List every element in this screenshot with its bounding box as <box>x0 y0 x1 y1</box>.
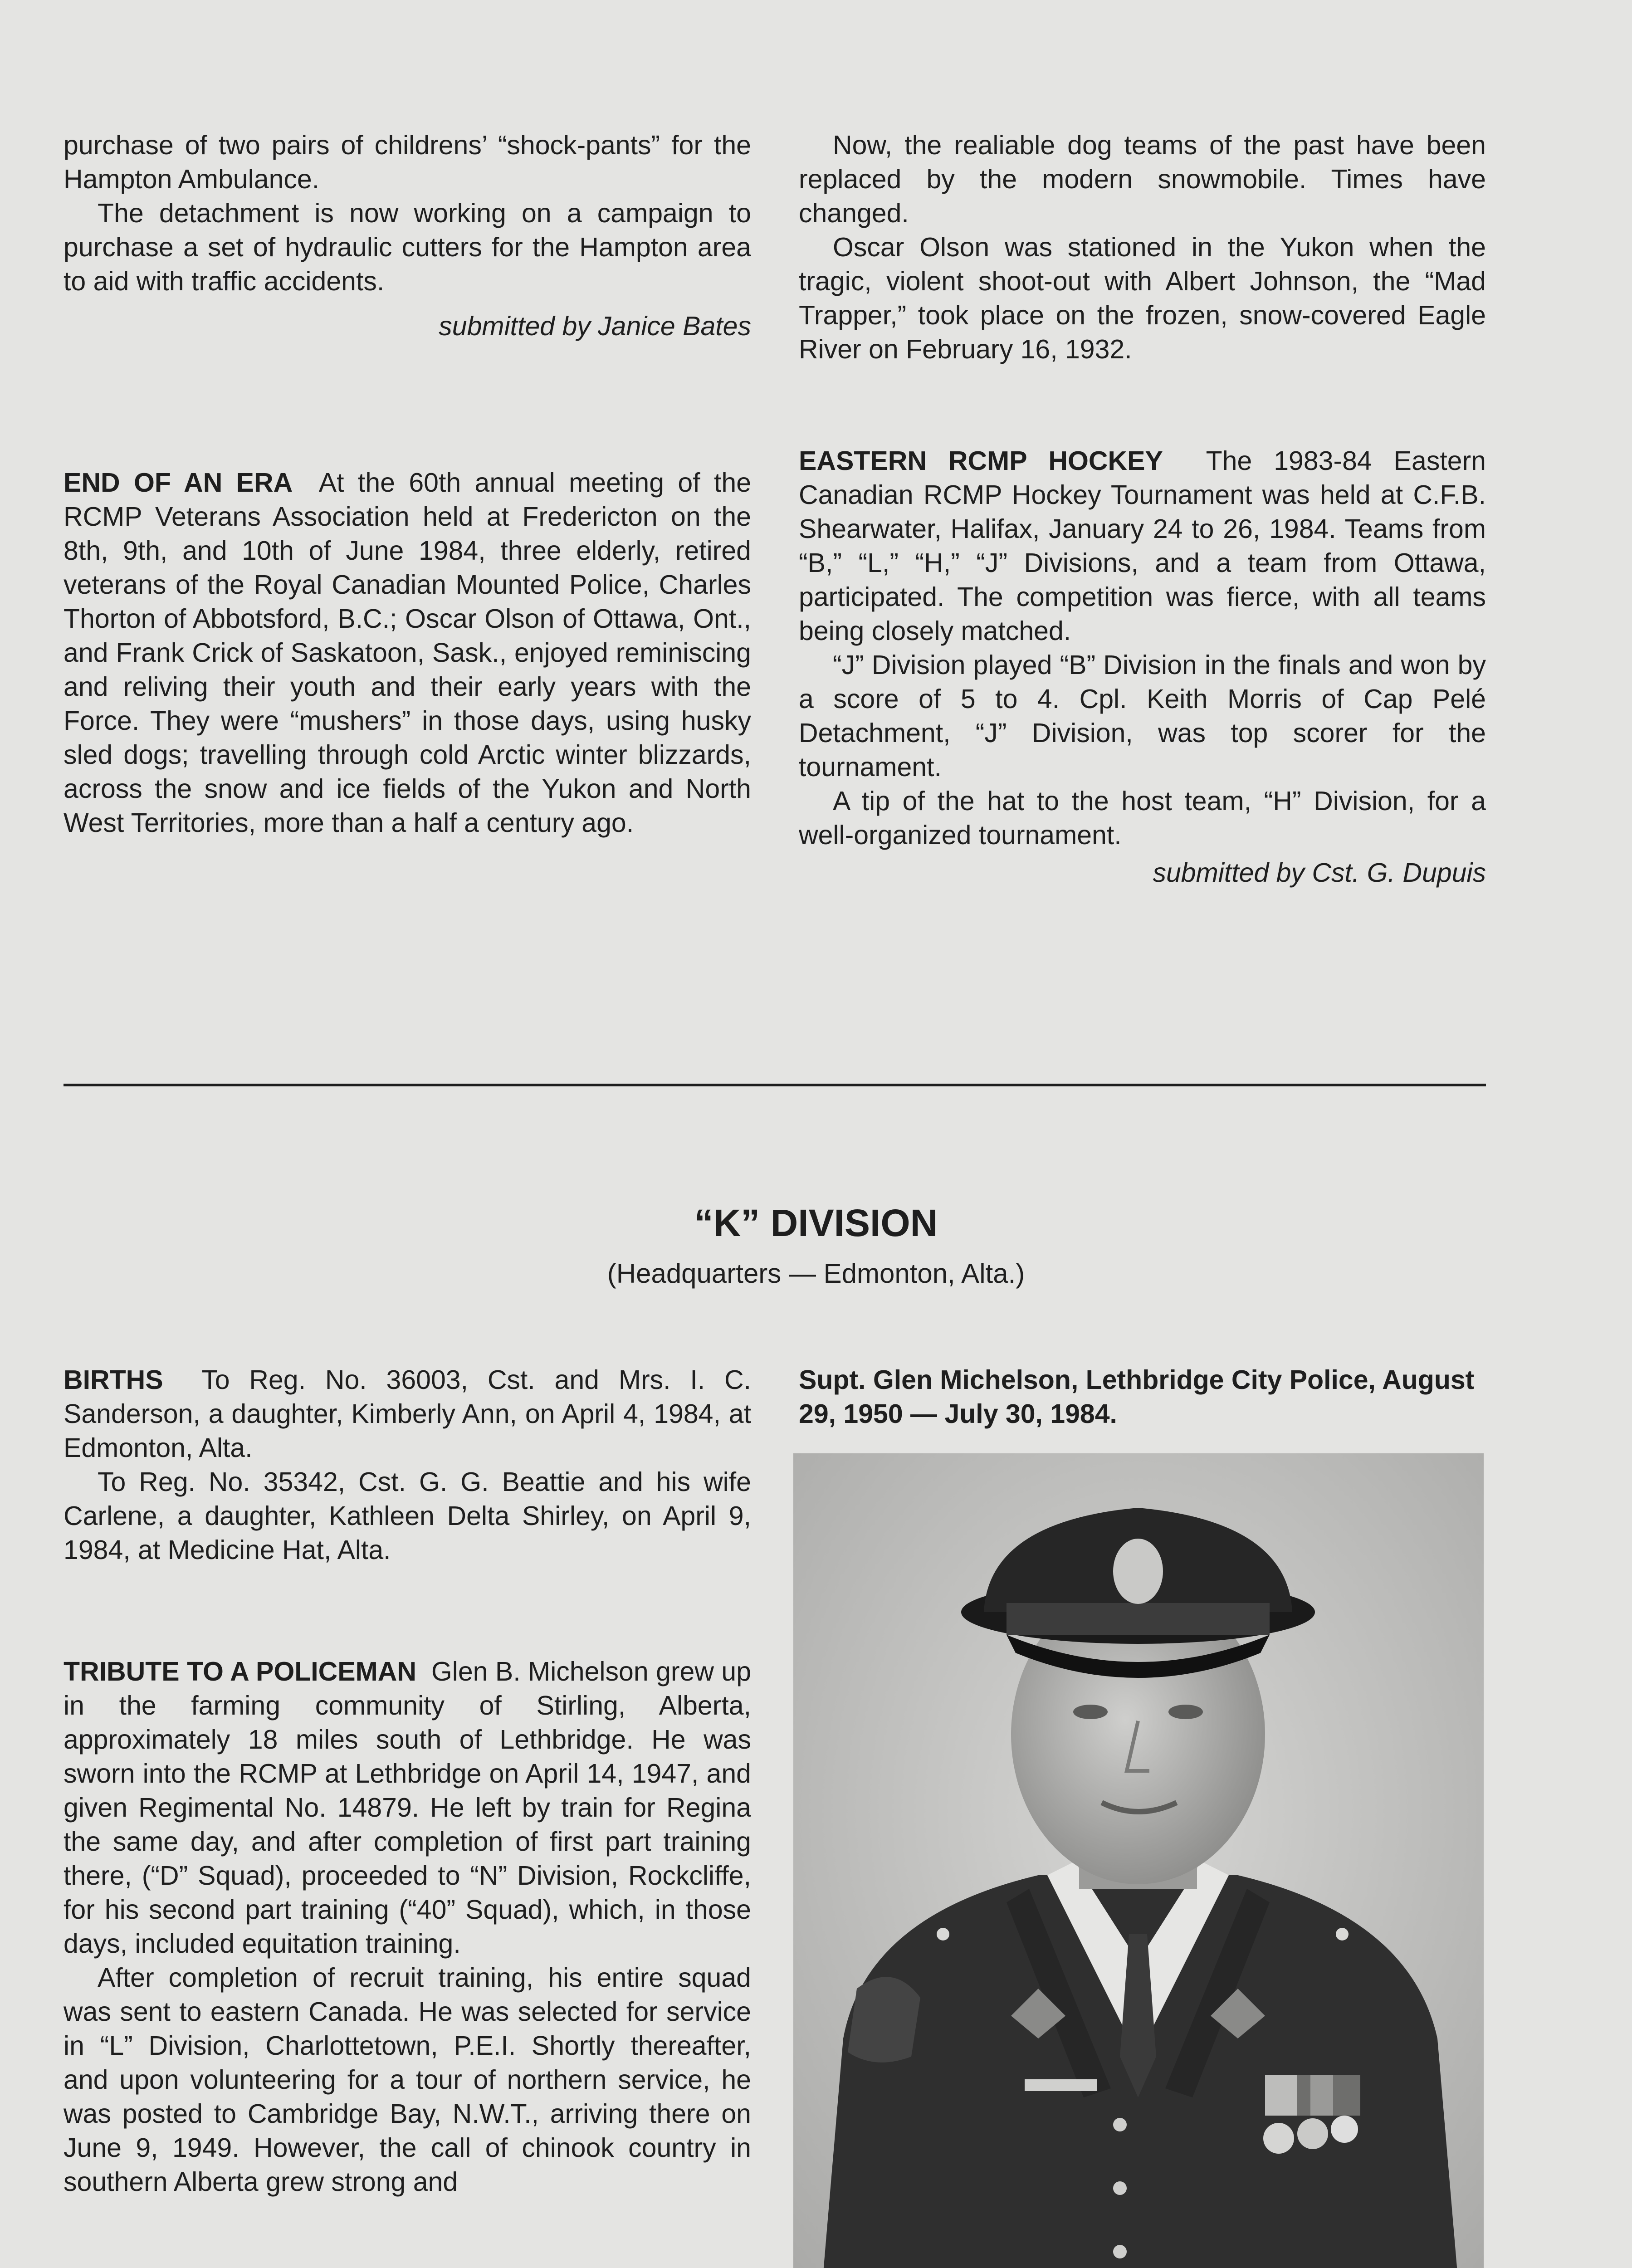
section-heading: EASTERN RCMP HOCKEY <box>799 446 1163 476</box>
section-heading: TRIBUTE TO A POLICEMAN <box>64 1657 416 1686</box>
tribute-article <box>64 1655 751 1961</box>
division-subtitle: (Headquarters — Edmonton, Alta.) <box>607 1258 1025 1289</box>
portrait-illustration <box>793 1453 1484 2268</box>
section-heading: BIRTHS <box>64 1365 163 1395</box>
article-text: To Reg. No. 36003, Cst. and Mrs. I. C. Sanderson, a daughter, Kimberly Ann, on April 4, 1984, at Edmonton, Alta. <box>64 1365 751 1463</box>
portrait-photo <box>793 1453 1484 2268</box>
paragraph: purchase of two pairs of childrens’ “shock-pants” for the Hampton Ambulance. <box>64 130 751 194</box>
paragraph: Now, the realiable dog teams of the past have been replaced by the modern snowmobile. Times have changed. <box>799 130 1486 228</box>
article-text: The 1983-84 Eastern Canadian RCMP Hockey Tournament was held at C.F.B. Shearwater, Halifax, January 24 to 26, 1984. Teams from “B,” “L,” “H,” “J” Divisions, and a team from Ottawa, participated. The competition was fierce, with all teams being closely matched. <box>799 446 1486 646</box>
paragraph: A tip of the hat to the host team, “H” Division, for a well-organized tournament. <box>799 786 1486 850</box>
paragraph: To Reg. No. 35342, Cst. G. G. Beattie and his wife Carlene, a daughter, Kathleen Delta Shirley, on April 9, 1984, at Medicine Hat, Alta. <box>64 1467 751 1565</box>
paragraph: The detachment is now working on a campaign to purchase a set of hydraulic cutters for the Hampton area to aid with traffic accidents. <box>64 198 751 296</box>
section-divider <box>64 1084 1486 1086</box>
section-heading: END OF AN ERA <box>64 468 293 498</box>
photo-caption: Supt. Glen Michelson, Lethbridge City Police, August 29, 1950 — July 30, 1984. <box>799 1365 1475 1429</box>
signature: submitted by Cst. G. Dupuis <box>1153 858 1486 888</box>
paragraph: After completion of recruit training, his entire squad was sent to eastern Canada. He was selected for service in “L” Division, Charlottetown, P.E.I. Shortly thereafter, and upon volunteering for a tour of northern service, he was posted to Cambridge Bay, N.W.T., arriving there on June 9, 1949. However, the call of chinook country in southern Alberta grew strong and <box>64 1963 751 2197</box>
signature: submitted by Janice Bates <box>439 311 751 341</box>
top-left-column <box>64 128 751 840</box>
article-text: Glen B. Michelson grew up in the farming community of Stirling, Alberta, approximately 18 miles south of Lethbridge. He was sworn into the RCMP at Lethbridge on April 14, 1947, and given Regimental No. 14879. He left by train for Regina the same day, and after completion of first part training there, (“D” Squad), proceeded to “N” Division, Rockcliffe, for his second part training (“40” Squad), which, in those days, included equitation training. <box>64 1657 752 1959</box>
division-title: “K” DIVISION <box>694 1202 938 1244</box>
hockey-article <box>799 444 1486 648</box>
bottom-left-column <box>64 1363 751 2199</box>
end-of-era-article <box>64 466 751 840</box>
top-right-column <box>799 128 1486 890</box>
births-article <box>64 1363 751 1465</box>
paragraph: Oscar Olson was stationed in the Yukon when the tragic, violent shoot-out with Albert Johnson, the “Mad Trapper,” took place on the frozen, snow-covered Eagle River on February 16, 1932. <box>799 232 1486 364</box>
article-text: At the 60th annual meeting of the RCMP Veterans Association held at Fredericton on the 8th, 9th, and 10th of June 1984, three elderly, retired veterans of the Royal Canadian Mounted Police, Charles Thorton of Abbotsford, B.C.; Oscar Olson of Ottawa, Ont., and Frank Crick of Saskatoon, Sask., enjoyed reminiscing and reliving their youth and their early years with the Force. They were “mushers” in those days, using husky sled dogs; travelling through cold Arctic winter blizzards, across the snow and ice fields of the Yukon and North West Territories, more than a half a century ago. <box>64 468 752 838</box>
paragraph: “J” Division played “B” Division in the finals and won by a score of 5 to 4. Cpl. Keith Morris of Cap Pelé Detachment, “J” Division, was top scorer for the tournament. <box>799 650 1486 782</box>
